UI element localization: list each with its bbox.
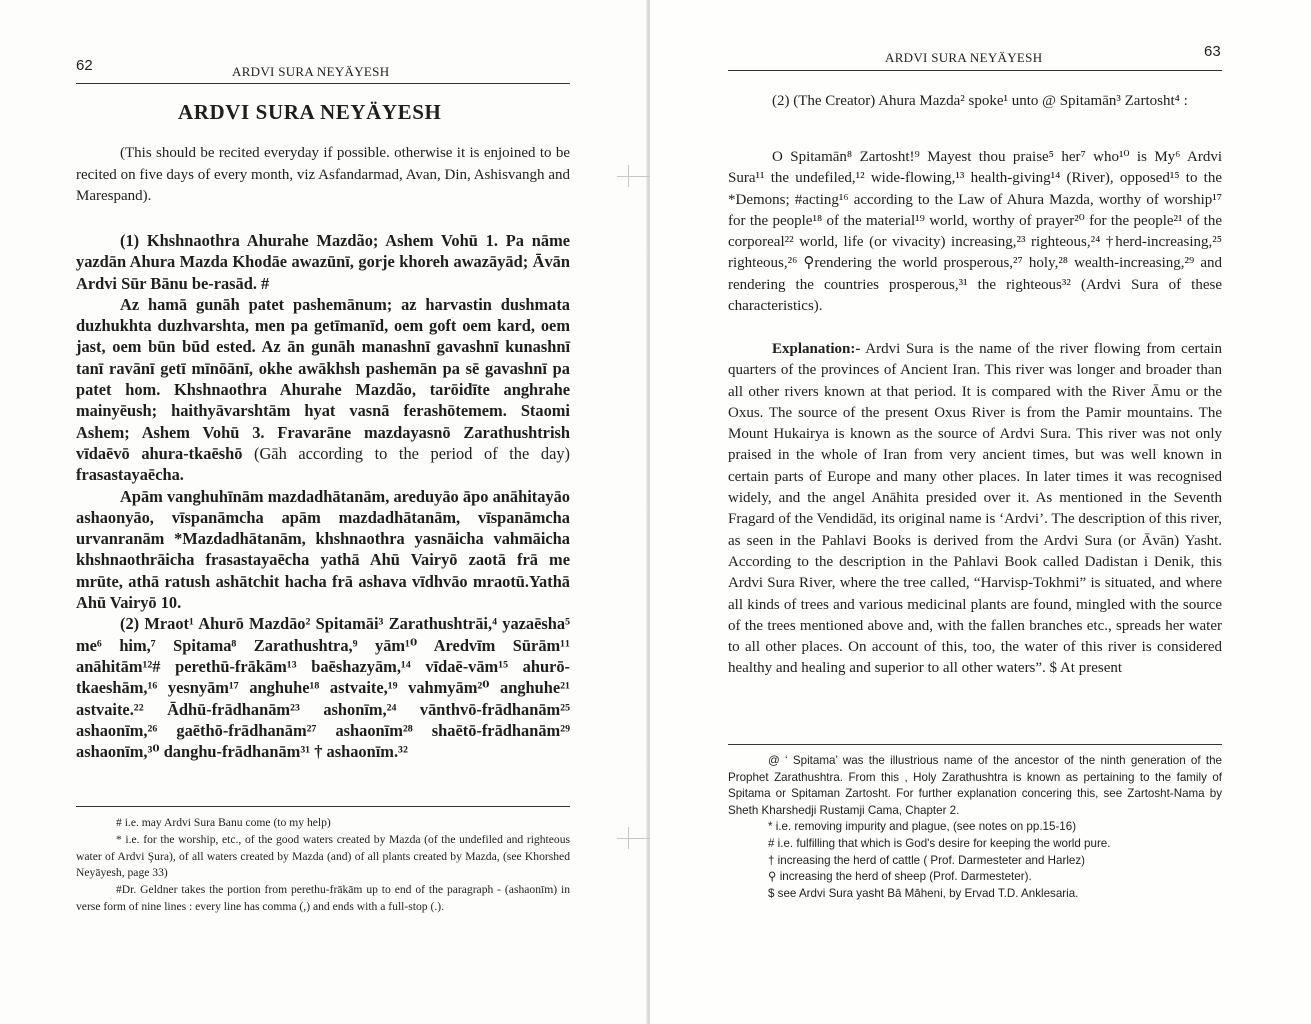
- footnote-left-2: * i.e. for the worship, etc., of the good waters created by Mazda (of the undefiled and righteous water of Ardvi Şura), of all waters created by Mazda (and) of all plants created by Mazda, (see Khorshed Neyāyesh, page 33): [76, 832, 570, 880]
- translation-paragraph-2: O Spitamān⁸ Zartosht!⁹ Mayest thou praise⁵ her⁷ who¹⁰ is My⁶ Ardvi Sura¹¹ the undefiled,¹² wide-flowing,¹³ health-giving¹⁴ (River), opposed¹⁵ to the *Demons; #acting¹⁶ according to the Law of Ahura Mazda, worthy of worship¹⁷ for the people¹⁸ of the material¹⁹ world, worthy of prayer²⁰ for the people²¹ of the corporeal²² world, life (or vivacity) increasing,²³ righteous,²⁴ †herd-increasing,²⁵ righteous,²⁶ ⚲rendering the world prosperous,²⁷ holy,²⁸ wealth-increasing,²⁹ and rendering the countries prosperous,³¹ the righteous³² (Ardvi Sura of these characteristics).: [728, 149, 1222, 315]
- footnote-right-1: @ ‘ Spitama’ was the illustrious name of the ancestor of the ninth generation of the Prophet Zarathushtra. From this , Holy Zarathushtra is known as pertaining to the family of Spitama or Spitaman Zartosht. For further explanation concering this, see Zartosht-Nama by Sheth Kharshedji Rustamji Cama, Chapter 2.: [728, 754, 1222, 817]
- footnote-right-5: ⚲ increasing the herd of sheep (Prof. Darmesteter).: [768, 870, 1032, 884]
- footnotes-left: [76, 815, 570, 916]
- footnote-right-4: † increasing the herd of cattle ( Prof. Darmesteter and Harlez): [768, 853, 1086, 867]
- gutter-mark: [628, 165, 629, 187]
- avesta-paragraph-3: Apām vanghuhīnām mazdadhātanām, areduyāo āpo anāhitayāo ashaonyāo, vīspanāmcha apām mazdadhātanām, vīspanāmcha urvanranām *Mazdadhātanām, khshnaothra yasnāicha vahmāicha khshnaothrāicha frasastayaēcha yathā Ahū Vairyō zaotā frā me mrūte, athā ratush ashātchit hacha frā ashava vīdhvāo mraotū.Yathā Ahū Vairyō 10.: [76, 486, 570, 613]
- intro-text: (This should be recited everyday if possible. otherwise it is enjoined to be recited on five days of every month, viz Asfandarmad, Avan, Din, Ashisvangh and Marespand).: [76, 145, 570, 204]
- footnote-right-6: $ see Ardvi Sura yasht Bā Māheni, by Ervad T.D. Anklesaria.: [768, 886, 1079, 900]
- translation-intro: [728, 91, 1222, 112]
- avesta-paragraph-1: (1) Khshnaothra Ahurahe Mazdão; Ashem Vohū 1. Pa nāme yazdān Ahura Mazda Khodāe awazūnī, gorje khoreh awazāyād; Āvān Ardvi Sūr Bānu be-rasād. #: [76, 231, 570, 293]
- avesta-paragraph-2: [76, 294, 570, 486]
- translation-main: [728, 147, 1222, 317]
- footnote-left-1: # i.e. may Ardvi Sura Banu come (to my help): [116, 816, 331, 829]
- header-rule-right: [728, 70, 1222, 71]
- avesta-paragraph-2-end: frasastayaēcha.: [76, 465, 184, 485]
- avesta-paragraph-4: (2) Mraot¹ Ahurō Mazdāo² Spitamāi³ Zarathushtrāi,⁴ yazaēsha⁵ me⁶ him,⁷ Spitama⁸ Zarathushtra,⁹ yām¹⁰ Aredvīm Sūrām¹¹ anāhitām¹²# perethū-frākām¹³ baēshazyām,¹⁴ vīdaē-vām¹⁵ ahurō-tkaeshām,¹⁶ yesnyām¹⁷ anghuhe¹⁸ astvaite,¹⁹ vahmyām²⁰ anghuhe²¹ astvaite.²² Ādhū-frādhanām²³ ashonīm,²⁴ vānthvō-frādhanām²⁵ ashaonīm,²⁶ gaēthō-frādhanām²⁷ ashaonīm²⁸ shaētō-frādhanām²⁹ ashaonīm,³⁰ danghu-frādhanām³¹ † ashaonīm.³²: [76, 614, 570, 762]
- gutter-mark: [628, 827, 629, 849]
- avesta-text: [76, 230, 570, 762]
- translation-paragraph-1: (2) (The Creator) Ahura Mazda² spoke¹ unto @ Spitamān³ Zartosht⁴ :: [772, 93, 1188, 109]
- page-title: ARDVI SURA NEYÄYESH: [178, 100, 442, 124]
- footnote-rule-left: [76, 806, 570, 807]
- intro-paragraph: [76, 143, 570, 208]
- explanation-text: Ardvi Sura is the name of the river flowing from certain quarters of the provinces of Ancient Iran. This river was longer and broader than all other rivers known at that period. It is compared with the River Āmu or the Oxus. The source of the present Oxus River is from the Pamir mountains. The Mount Hukairya is known as the source of Ardvi Sura. This river was not only praised in the whole of Iran from very ancient times, but was well known in certain parts of Europe and many other places. In later times it was recognised widely, and the angel Anāhita presided over it. As mentioned in the Seventh Fragard of the Vendidād, its original name is ‘Ardvi’. The description of this river, as seen in the Pahlavi Books is derived from the Ardvi Sura (or Āvān) Yasht. According to the description in the Pahlavi Book called Dadistan i Denik, this Ardvi Sura River, where the tree called, “Harvisp-Tokhmi” is situated, and where all kinds of trees and various medicinal plants are found, mingled with the source of the trees mentioned above and, with the fallen branches etc., spreads her water to all other places. On account of this, too, the water of this river is considered healthy and healing and superior to all other waters”. $ At present: [728, 341, 1222, 677]
- running-head-right: ARDVI SURA NEYÄYESH: [885, 50, 1043, 65]
- gah-note: (Gāh according to the period of the day): [254, 443, 570, 463]
- explanation-section: [728, 339, 1222, 680]
- footnote-left-3: #Dr. Geldner takes the portion from perethu-frākām up to end of the paragraph - (ashaonīm) in verse form of nine lines : every line has comma (,) and ends with a full-stop (.).: [76, 883, 570, 913]
- footnotes-right: [728, 753, 1222, 902]
- explanation-paragraph: [728, 339, 1222, 680]
- left-page: [0, 0, 648, 1024]
- explanation-label: Explanation:-: [772, 341, 861, 357]
- page-number-left: 62: [76, 57, 93, 74]
- footnote-rule-right: [728, 744, 1222, 745]
- page-number-right: 63: [1204, 43, 1221, 60]
- footnote-right-2: * i.e. removing impurity and plague, (see notes on pp.15-16): [768, 820, 1077, 834]
- footnote-right-3: # i.e. fulfilling that which is God's desire for keeping the world pure.: [768, 836, 1111, 850]
- avesta-paragraph-2-main: Az hamā gunāh patet pashemānum; az harvastin dushmata duzhukhta duzhvarshta, men pa getīmanīd, oem goft oem kard, oem jast, oem būn būd ested. Az ān gunāh manashnī gavashnī kunashnī tanī ravānī getī mīnōānī, okhe awākhsh pashemān pa sē gavashnī pa patet hom. Khshnaothra Ahurahe Mazdão, tarōidīte anghrahe mainyēush; haithyāvarshtām hyat vasnā ferashōtemem. Staomi Ashem; Ashem Vohū 3. Fravarāne mazdayasnō Zarathushtrish vīdaēvō ahura-tkaēshō: [76, 294, 570, 463]
- running-head-left: ARDVI SURA NEYÄYESH: [232, 64, 390, 79]
- header-rule-left: [76, 83, 570, 84]
